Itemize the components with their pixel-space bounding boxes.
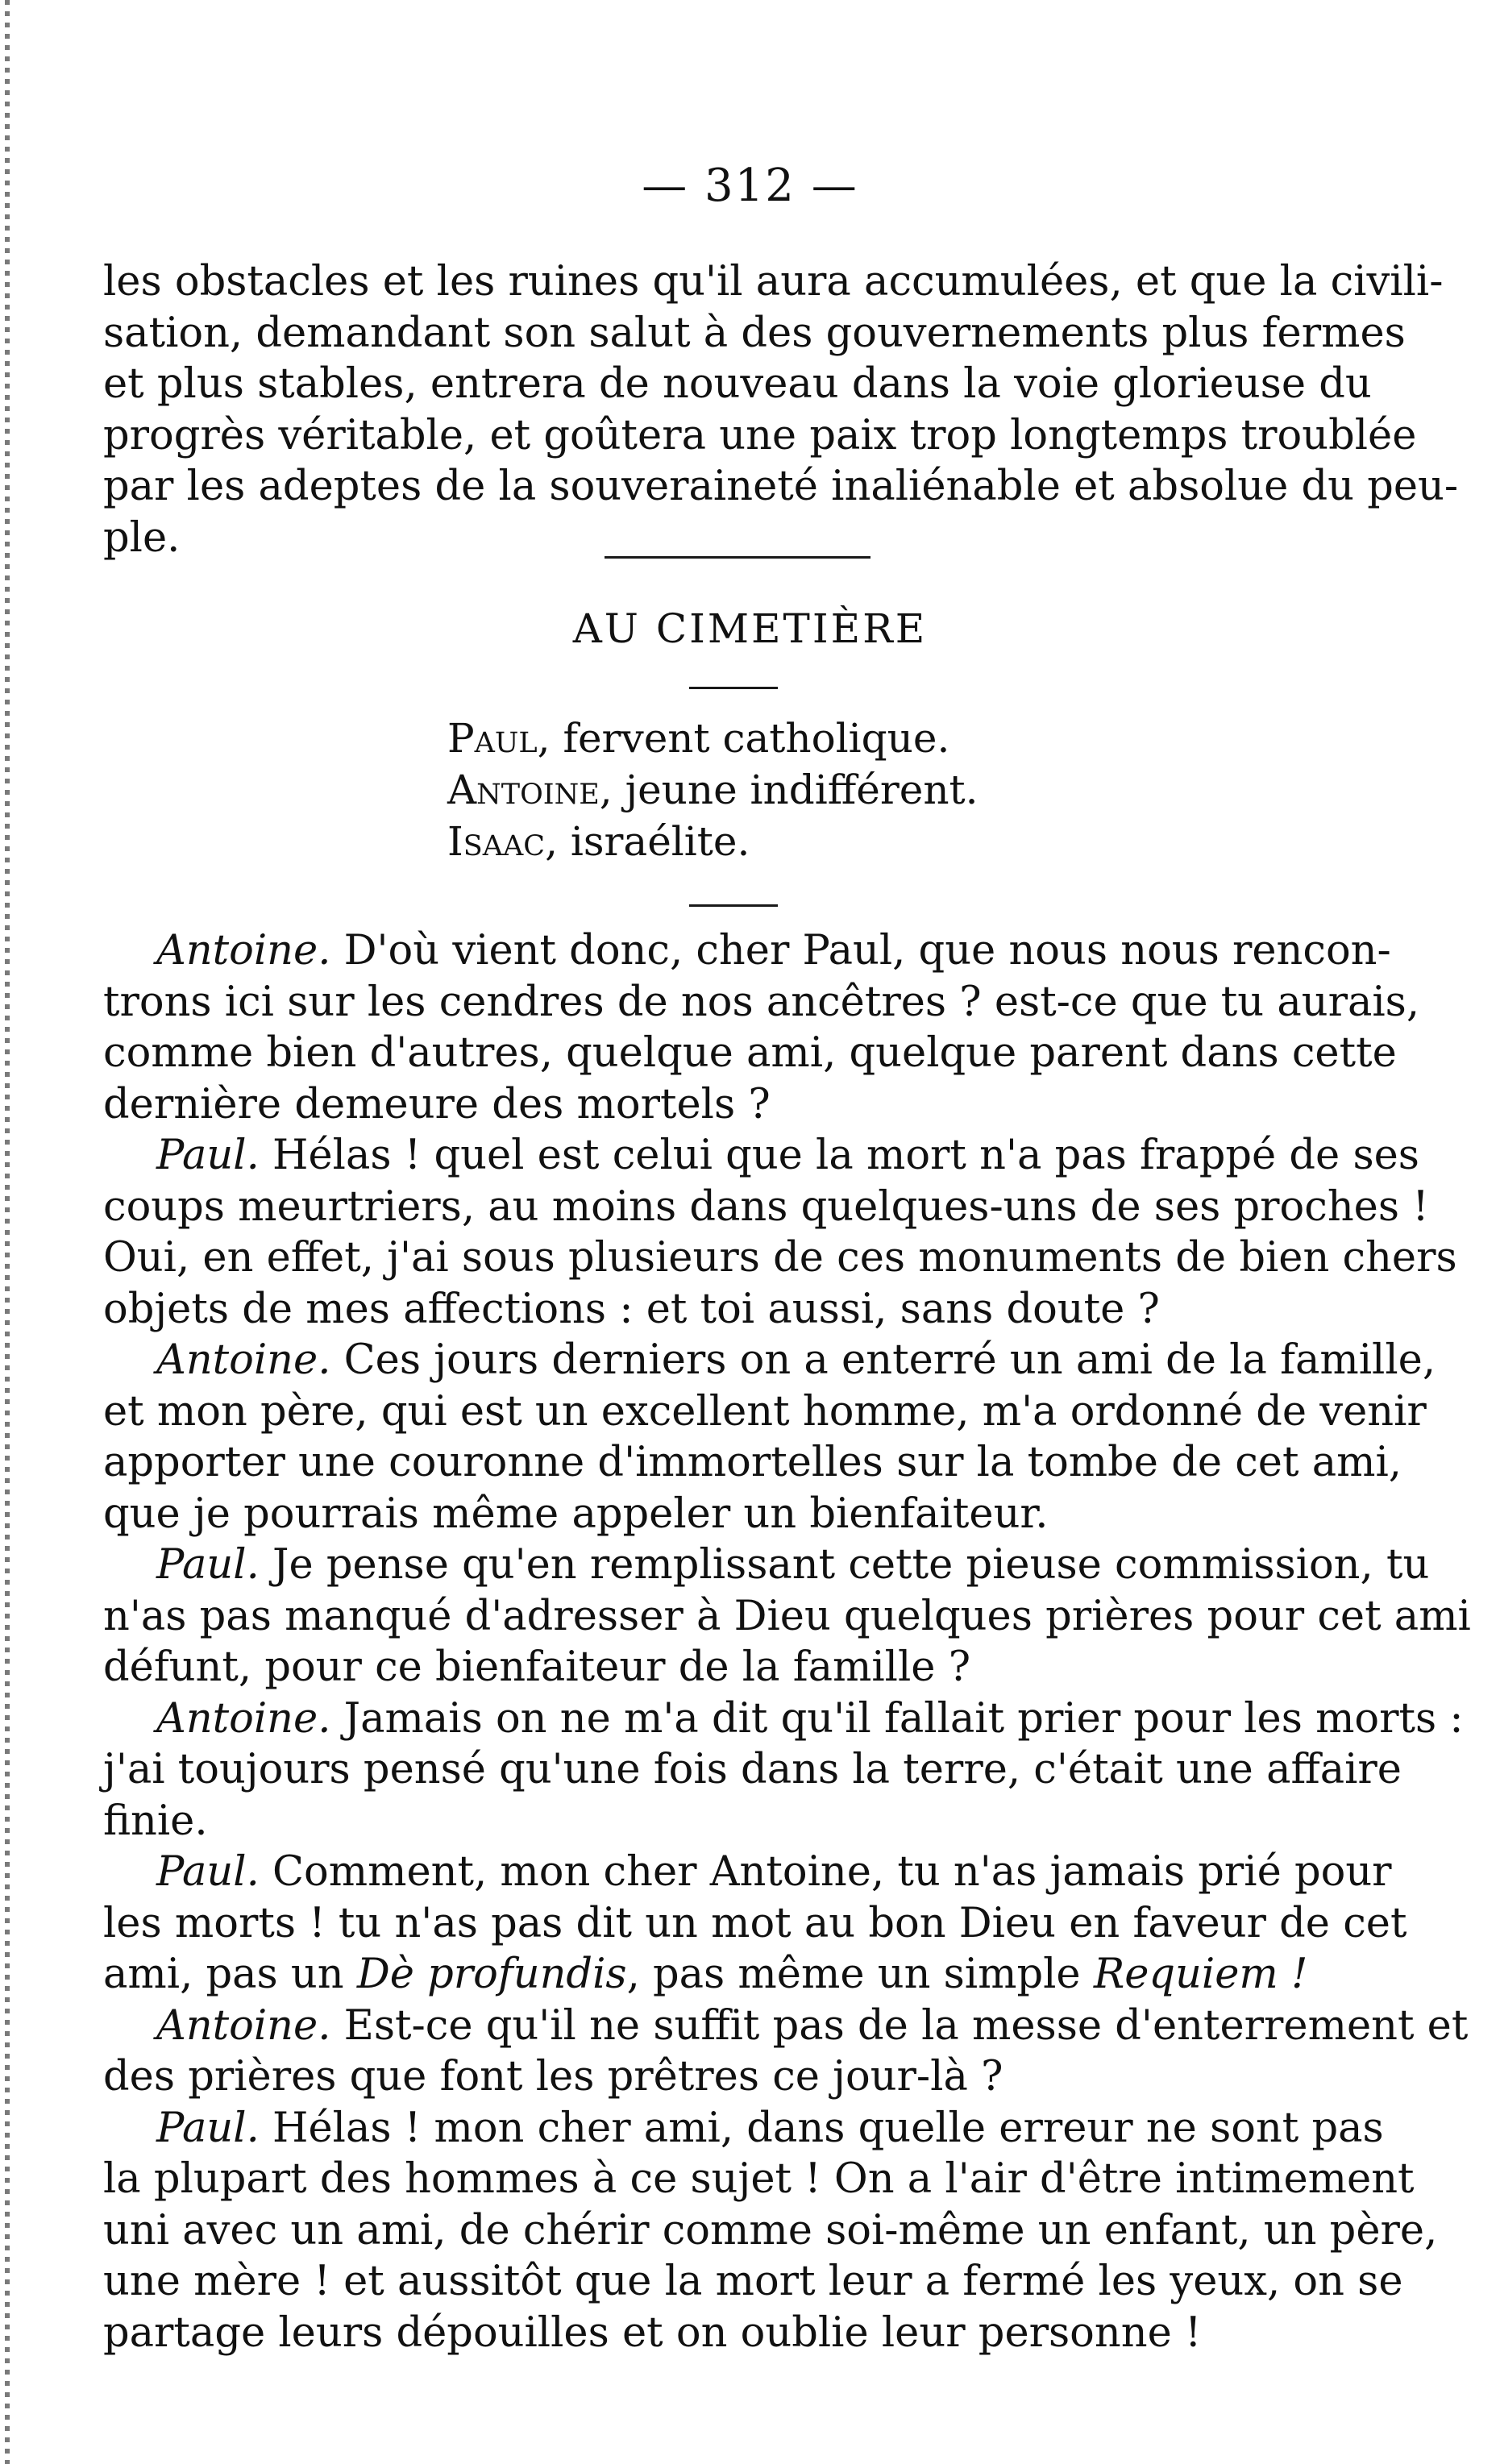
dialogue-turn-start <box>103 1335 1436 1386</box>
dialogue-text: des prières que font les prêtres ce jour-là ? <box>103 2053 1003 2100</box>
cast-name: Isaac <box>447 818 546 865</box>
dialogue-text: Ces jours derniers on a enterré un ami de la famille, <box>330 1336 1436 1384</box>
cast-item <box>447 764 979 816</box>
dialogue-turn-start <box>103 925 1391 977</box>
dialogue-text: une mère ! et aussitôt que la mort leur a fermé les yeux, on se <box>103 2258 1403 2305</box>
speaker-name: Antoine. <box>156 1694 331 1743</box>
speaker-name: Paul. <box>156 1132 260 1179</box>
dialogue-text: que je pourrais même appeler un bienfaiteur. <box>103 1490 1049 1538</box>
text-line: les obstacles et les ruines qu'il aura accumulées, et que la civili- <box>103 258 1444 305</box>
dialogue-line <box>103 977 1420 1028</box>
cast-item <box>447 816 979 867</box>
text-line: et plus stables, entrera de nouveau dans la voie glorieuse du <box>103 360 1372 408</box>
text-line: par les adeptes de la souveraineté inaliénable et absolue du peu- <box>103 463 1459 510</box>
dialogue-text: D'où vient donc, cher Paul, que nous nous rencon- <box>330 927 1391 974</box>
dialogue-text: trons ici sur les cendres de nos ancêtres ? est-ce que tu aurais, <box>103 978 1420 1026</box>
text-line: progrès véritable, et goûtera une paix trop longtemps troublée <box>103 411 1417 459</box>
dialogue-line <box>103 2256 1403 2308</box>
title-divider <box>689 687 778 689</box>
dialogue-text: Hélas ! mon cher ami, dans quelle erreur ne sont pas <box>259 2104 1384 2152</box>
page-binding-edge <box>5 0 10 2464</box>
dialogue-text: ami, pas un <box>103 1951 357 1998</box>
dialogue-text: Comment, mon cher Antoine, tu n'as jamais prié pour <box>259 1848 1392 1896</box>
italic-phrase: Requiem ! <box>1093 1951 1308 1998</box>
cast-list <box>447 713 979 867</box>
dialogue-line <box>103 1642 1361 1693</box>
dialogue-text: Oui, en effet, j'ai sous plusieurs de ces monuments de bien chers <box>103 1234 1457 1282</box>
dialogue-text: défunt, pour ce bienfaiteur de la famille ? <box>103 1643 971 1691</box>
dialogue-text: objets de mes affections : et toi aussi, sans doute ? <box>103 1285 1160 1333</box>
cast-description: , fervent catholique. <box>537 715 950 762</box>
dialogue-text: apporter une couronne d'immortelles sur la tombe de cet ami, <box>103 1439 1402 1486</box>
dialogue <box>103 925 1471 2358</box>
dialogue-text: la plupart des hommes à ce sujet ! On a l'air d'être intimement <box>103 2155 1415 2203</box>
dialogue-text: finie. <box>103 1797 208 1845</box>
dialogue-turn-start <box>103 1693 1464 1745</box>
dialogue-line <box>103 1489 1361 1540</box>
dialogue-text: , pas même un simple <box>626 1951 1094 1998</box>
dialogue-line <box>103 1898 1407 1950</box>
cast-description: , israélite. <box>545 818 750 865</box>
dialogue-line <box>103 2154 1415 2205</box>
dialogue-line <box>103 2205 1438 2257</box>
dialogue-line <box>103 1079 1361 1131</box>
dialogue-line <box>103 1744 1402 1796</box>
dialogue-line <box>103 1796 1361 1847</box>
text-line: sation, demandant son salut à des gouvernements plus fermes <box>103 309 1406 357</box>
dialogue-text: et mon père, qui est un excellent homme, m'a ordonné de venir <box>103 1387 1427 1436</box>
dialogue-text: partage leurs dépouilles et on oublie leur personne ! <box>103 2308 1202 2357</box>
dialogue-line <box>103 1437 1402 1489</box>
dialogue-line <box>103 2308 1361 2359</box>
dialogue-text: les morts ! tu n'as pas dit un mot au bon Dieu en faveur de cet <box>103 1899 1407 1947</box>
dialogue-text: Hélas ! quel est celui que la mort n'a pas frappé de ses <box>259 1132 1419 1179</box>
speaker-name: Antoine. <box>156 2001 331 2050</box>
dialogue-line <box>103 1028 1397 1079</box>
speaker-name: Paul. <box>156 1541 260 1589</box>
dialogue-line <box>103 1284 1361 1336</box>
dialogue-text: coups meurtriers, au moins dans quelques-uns de ses proches ! <box>103 1182 1429 1231</box>
dialogue-turn-start <box>103 1847 1392 1898</box>
dialogue-text: comme bien d'autres, quelque ami, quelque parent dans cette <box>103 1029 1397 1077</box>
cast-name: Paul <box>447 715 538 762</box>
cast-item <box>447 713 979 764</box>
cast-description: , jeune indifférent. <box>599 767 979 813</box>
dialogue-text: Est-ce qu'il ne suffit pas de la messe d'enterrement et <box>330 2001 1469 2050</box>
dialogue-text: dernière demeure des mortels ? <box>103 1080 771 1128</box>
dialogue-text: Je pense qu'en remplissant cette pieuse commission, tu <box>259 1541 1430 1589</box>
dialogue-text: n'as pas manqué d'adresser à Dieu quelques prières pour cet ami <box>103 1592 1471 1640</box>
dialogue-line <box>103 1232 1457 1284</box>
dialogue-line <box>103 1591 1471 1643</box>
section-divider <box>605 556 870 559</box>
page-number: — 312 — <box>642 160 858 212</box>
dialogue-line <box>103 1949 1361 2001</box>
dialogue-turn-start <box>103 2103 1384 2154</box>
dialogue-line <box>103 1386 1427 1438</box>
dialogue-turn-start <box>103 1130 1419 1182</box>
section-title: AU CIMETIÈRE <box>572 605 928 652</box>
speaker-name: Paul. <box>156 2104 260 2152</box>
speaker-name: Antoine. <box>156 1336 331 1384</box>
dialogue-text: Jamais on ne m'a dit qu'il fallait prier pour les morts : <box>330 1694 1464 1743</box>
dialogue-line <box>103 1182 1429 1233</box>
speaker-name: Paul. <box>156 1848 260 1896</box>
speaker-name: Antoine. <box>156 927 331 974</box>
dialogue-turn-start <box>103 2001 1469 2052</box>
text-line: ple. <box>103 513 181 562</box>
cast-divider <box>689 904 778 907</box>
dialogue-line <box>103 2051 1361 2103</box>
dialogue-turn-start <box>103 1539 1430 1591</box>
italic-phrase: Dè profundis <box>356 1951 627 1998</box>
cast-name: Antoine <box>447 767 600 813</box>
dialogue-text: j'ai toujours pensé qu'une fois dans la terre, c'était une affaire <box>103 1746 1402 1793</box>
intro-paragraph <box>103 256 1459 563</box>
dialogue-text: uni avec un ami, de chérir comme soi-même un enfant, un père, <box>103 2206 1438 2254</box>
